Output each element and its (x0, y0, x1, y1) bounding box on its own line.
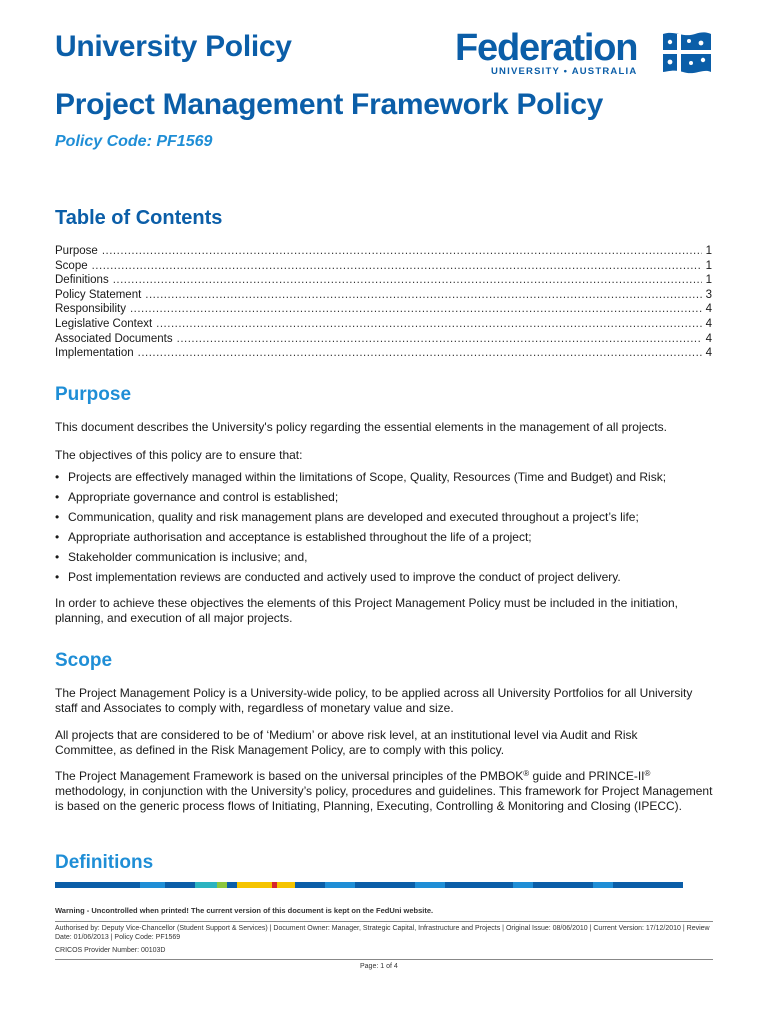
toc-leader (177, 332, 702, 347)
toc-item-associated-documents[interactable] (55, 332, 712, 347)
toc-item-label: Definitions (55, 274, 109, 287)
toc-item-purpose[interactable] (55, 244, 712, 259)
list-item: • Post implementation reviews are conducted and actively used to improve the conduct of project delivery. (55, 570, 725, 590)
logo-subtitle: UNIVERSITY • AUSTRALIA (491, 66, 638, 77)
objectives-list (55, 470, 725, 590)
definitions-heading: Definitions (55, 852, 154, 873)
toc-leader (102, 244, 702, 259)
toc-page-number: 3 (705, 288, 712, 301)
toc-leader (130, 302, 702, 317)
toc-leader (92, 259, 702, 274)
toc-item-policy-statement[interactable] (55, 288, 712, 303)
page-title: Project Management Framework Policy (55, 88, 604, 121)
scope-p3-part-a: The Project Management Framework is based on the universal principles of the PMBOK (55, 769, 524, 783)
toc-page-number: 1 (705, 245, 712, 257)
registered-mark: ® (523, 769, 530, 778)
list-item: • Appropriate governance and control is established; (55, 490, 725, 510)
toc-leader (113, 273, 702, 288)
table-of-contents (55, 244, 712, 361)
page-number: Page: 1 of 4 (360, 963, 398, 970)
southern-cross-flag-icon (661, 30, 713, 76)
toc-item-label: Policy Statement (55, 288, 142, 301)
toc-leader (145, 288, 701, 303)
toc-item-label: Associated Documents (55, 332, 173, 345)
toc-heading: Table of Contents (55, 207, 223, 229)
toc-item-scope[interactable] (55, 259, 712, 274)
toc-item-implementation[interactable] (55, 346, 712, 361)
toc-item-definitions[interactable] (55, 273, 712, 288)
purpose-paragraph-1: This document describes the University's policy regarding the essential elements in the management of all projects. (55, 420, 667, 434)
toc-page-number: 4 (705, 303, 712, 316)
toc-item-label: Purpose (55, 245, 98, 257)
authorisation-info: Authorised by: Deputy Vice-Chancellor (Student Support & Services) | Document Owner: Manager, Strategic Capital, Infrastructure and Projects | Original Issue: 08/06/2010 | Current Version: 17/12/2010 | Review Date: 01/06/2013 | Policy Code: PF1569 (55, 925, 710, 941)
toc-item-label: Responsibility (55, 303, 126, 316)
toc-item-label: Scope (55, 259, 88, 272)
cricos-number: CRICOS Provider Number: 00103D (55, 947, 166, 954)
scope-paragraph-3 (55, 769, 715, 814)
purpose-paragraph-2: The objectives of this policy are to ensure that: (55, 448, 303, 462)
toc-page-number: 1 (705, 259, 712, 272)
toc-leader (138, 346, 702, 361)
toc-leader (156, 317, 701, 332)
list-item: • Projects are effectively managed within the limitations of Scope, Quality, Resources (Time and Budget) and Risk; (55, 470, 725, 490)
purpose-paragraph-3: In order to achieve these objectives the elements of this Project Management Policy must be included in the initiation, planning, and execution of all major projects. (55, 596, 679, 625)
university-policy-label: University Policy (55, 30, 292, 63)
scope-paragraph-2: All projects that are considered to be of ‘Medium’ or above risk level, at an institutional level via Audit and Risk Committee, as defined in the Risk Management Policy, are to comply with this policy. (55, 728, 638, 757)
toc-item-label: Implementation (55, 347, 134, 360)
scope-p3-part-c: methodology, in conjunction with the University’s policy, procedures and guidelines. This framework for Project Management is based on the generic process flows of Initiating, Planning, Executing, Controlling & Monitoring and Closing (IPECC). (55, 784, 713, 813)
logo-wordmark: Federation (455, 27, 638, 69)
policy-code: Policy Code: PF1569 (55, 133, 213, 150)
toc-item-responsibility[interactable] (55, 302, 712, 317)
registered-mark: ® (644, 769, 651, 778)
scope-heading: Scope (55, 650, 113, 671)
list-item: • Communication, quality and risk management plans are developed and executed throughout a project’s life; (55, 510, 725, 530)
footer-divider (55, 959, 713, 960)
uncontrolled-warning: Warning - Uncontrolled when printed! The current version of this document is kept on the FedUni website. (55, 906, 434, 915)
footer-color-stripe (55, 882, 713, 888)
toc-page-number: 4 (705, 317, 712, 330)
toc-page-number: 1 (705, 274, 712, 287)
toc-page-number: 4 (705, 332, 712, 345)
scope-paragraph-1: The Project Management Policy is a University-wide policy, to be applied across all University Portfolios for all University staff and Associates to comply with, regardless of monetary value and size. (55, 686, 693, 715)
list-item: • Stakeholder communication is inclusive; and, (55, 550, 725, 570)
federation-logo (455, 28, 715, 78)
toc-page-number: 4 (705, 347, 712, 360)
toc-item-legislative-context[interactable] (55, 317, 712, 332)
scope-p3-part-b: guide and PRINCE-II (529, 769, 645, 783)
footer-divider (55, 921, 713, 922)
purpose-heading: Purpose (55, 384, 132, 405)
list-item: • Appropriate authorisation and acceptance is established throughout the life of a project; (55, 530, 725, 550)
toc-item-label: Legislative Context (55, 317, 153, 330)
